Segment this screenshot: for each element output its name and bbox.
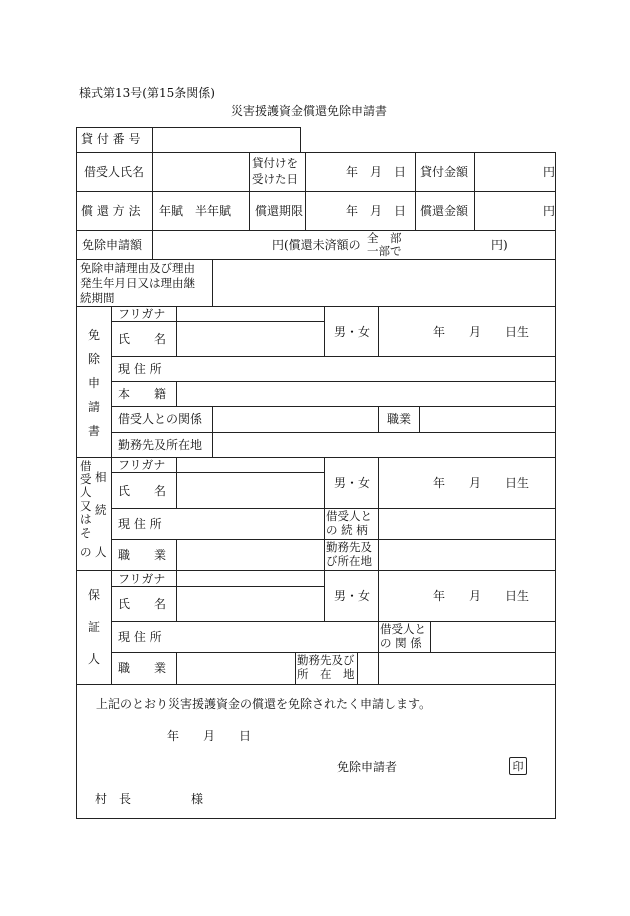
applicant-address-input[interactable]: [177, 357, 555, 381]
applicant-furigana-label: フリガナ: [118, 307, 166, 321]
heir-section-char: 受: [80, 472, 92, 486]
applicant-section-char: 申: [88, 376, 101, 390]
heir-name-label: 氏 名: [118, 484, 167, 498]
heir-section-char: そ: [80, 526, 92, 540]
guarantor-gender[interactable]: 男・女: [334, 589, 371, 603]
heir-name-input[interactable]: [177, 473, 323, 508]
loan-amount-input[interactable]: 円: [543, 165, 556, 179]
guarantor-occupation-label: 職 業: [118, 661, 167, 675]
borrower-name-label: 借受人氏名: [84, 165, 145, 179]
applicant-name-label: 氏 名: [118, 332, 167, 346]
applicant-gender[interactable]: 男・女: [334, 325, 371, 339]
date-received-input[interactable]: 年 月 日: [346, 165, 407, 179]
applicant-birth[interactable]: 年 月 日生: [433, 325, 530, 339]
guarantor-furigana-label: フリガナ: [118, 572, 166, 586]
exemption-part[interactable]: 一部で: [367, 244, 402, 258]
heir-relation-label-line2: の 続 柄: [326, 523, 368, 537]
exemption-amount-text[interactable]: 円(償還未済額の: [272, 238, 361, 252]
guarantor-workplace-label-line1: 勤務先及び: [297, 653, 355, 667]
applicant-relation-label: 借受人との関係: [118, 412, 203, 426]
repay-amount-input[interactable]: 円: [543, 204, 556, 218]
heir-relation-label-line1: 借受人と: [326, 509, 372, 523]
heir-section-char: 人: [95, 545, 107, 559]
addressee: 村 長 様: [95, 792, 204, 806]
guarantor-relation-label-line2: の 関 係: [380, 636, 422, 650]
reason-label-line2: 発生年月日又は理由継: [80, 276, 195, 290]
guarantor-address-label: 現 住 所: [118, 630, 162, 644]
guarantor-birth[interactable]: 年 月 日生: [433, 589, 530, 603]
applicant-address-label: 現 住 所: [118, 362, 162, 376]
heir-section-char: 相: [95, 470, 107, 484]
heir-workplace-label-line2: び所在地: [326, 554, 372, 568]
heir-section-char: 借: [80, 459, 92, 473]
heir-address-label: 現 住 所: [118, 517, 162, 531]
loan-number-label: 貸 付 番 号: [81, 132, 141, 146]
heir-section-char: 続: [95, 503, 107, 517]
form-number: 様式第13号(第15条関係): [79, 86, 215, 100]
repay-method-options[interactable]: 年賦 半年賦: [159, 204, 232, 218]
guarantor-occupation-input[interactable]: [177, 653, 294, 683]
applicant-section-char: 免: [88, 328, 101, 342]
heir-section-char: の: [80, 545, 92, 559]
heir-section-char: は: [80, 512, 92, 526]
guarantor-workplace-label-line2: 所 在 地: [297, 667, 355, 681]
heir-furigana-label: フリガナ: [118, 458, 166, 472]
guarantor-section-char: 証: [88, 620, 101, 634]
guarantor-section-char: 人: [88, 652, 101, 666]
heir-section-char: 人: [80, 485, 92, 499]
exemption-amount-label: 免除申請額: [82, 238, 143, 252]
page-title: 災害援護資金償還免除申請書: [231, 104, 388, 118]
applicant-section-char: 請: [88, 400, 101, 414]
loan-number-input[interactable]: [153, 128, 299, 152]
applicant-signature-label: 免除申請者: [337, 760, 398, 774]
repay-term-label: 償還期限: [255, 204, 304, 218]
guarantor-relation-label-line1: 借受人と: [380, 622, 426, 636]
reason-label-line3: 続期間: [80, 291, 115, 305]
applicant-name-input[interactable]: [177, 322, 323, 356]
applicant-workplace-label: 勤務先及所在地: [118, 438, 203, 452]
applicant-domicile-input[interactable]: [177, 382, 555, 406]
applicant-domicile-label: 本 籍: [118, 387, 167, 401]
repay-method-label: 償 還 方 法: [81, 204, 141, 218]
heir-occupation-input[interactable]: [177, 540, 323, 570]
heir-occupation-label: 職 業: [118, 548, 167, 562]
guarantor-name-label: 氏 名: [118, 597, 167, 611]
guarantor-section-char: 保: [88, 588, 101, 602]
heir-birth[interactable]: 年 月 日生: [433, 476, 530, 490]
declaration-statement: 上記のとおり災害援護資金の償還を免除されたく申請します。: [96, 697, 432, 711]
date-received-label-line1: 貸付けを: [252, 156, 298, 170]
heir-section-char: 又: [80, 499, 92, 513]
seal-mark: 印: [509, 757, 527, 775]
loan-amount-label: 貸付金額: [420, 165, 469, 179]
guarantor-name-input[interactable]: [177, 587, 323, 621]
applicant-section-char: 書: [88, 424, 101, 438]
date-received-label-line2: 受けた日: [252, 172, 298, 186]
applicant-job-label: 職業: [387, 412, 412, 426]
heir-address-input[interactable]: [177, 509, 323, 539]
heir-gender[interactable]: 男・女: [334, 476, 371, 490]
reason-label-line1: 免除申請理由及び理由: [80, 261, 195, 275]
heir-workplace-label-line1: 勤務先及: [326, 540, 372, 554]
exemption-yen-close: 円): [491, 238, 508, 252]
repay-term-input[interactable]: 年 月 日: [346, 204, 407, 218]
repay-amount-label: 償還金額: [420, 204, 469, 218]
borrower-name-input[interactable]: [153, 153, 248, 190]
guarantor-address-input[interactable]: [177, 622, 377, 652]
declaration-date[interactable]: 年 月 日: [167, 729, 252, 743]
applicant-section-char: 除: [88, 352, 101, 366]
reason-input[interactable]: [213, 260, 555, 306]
exemption-all[interactable]: 全 部: [367, 231, 402, 245]
applicant-workplace-input[interactable]: [213, 433, 555, 457]
